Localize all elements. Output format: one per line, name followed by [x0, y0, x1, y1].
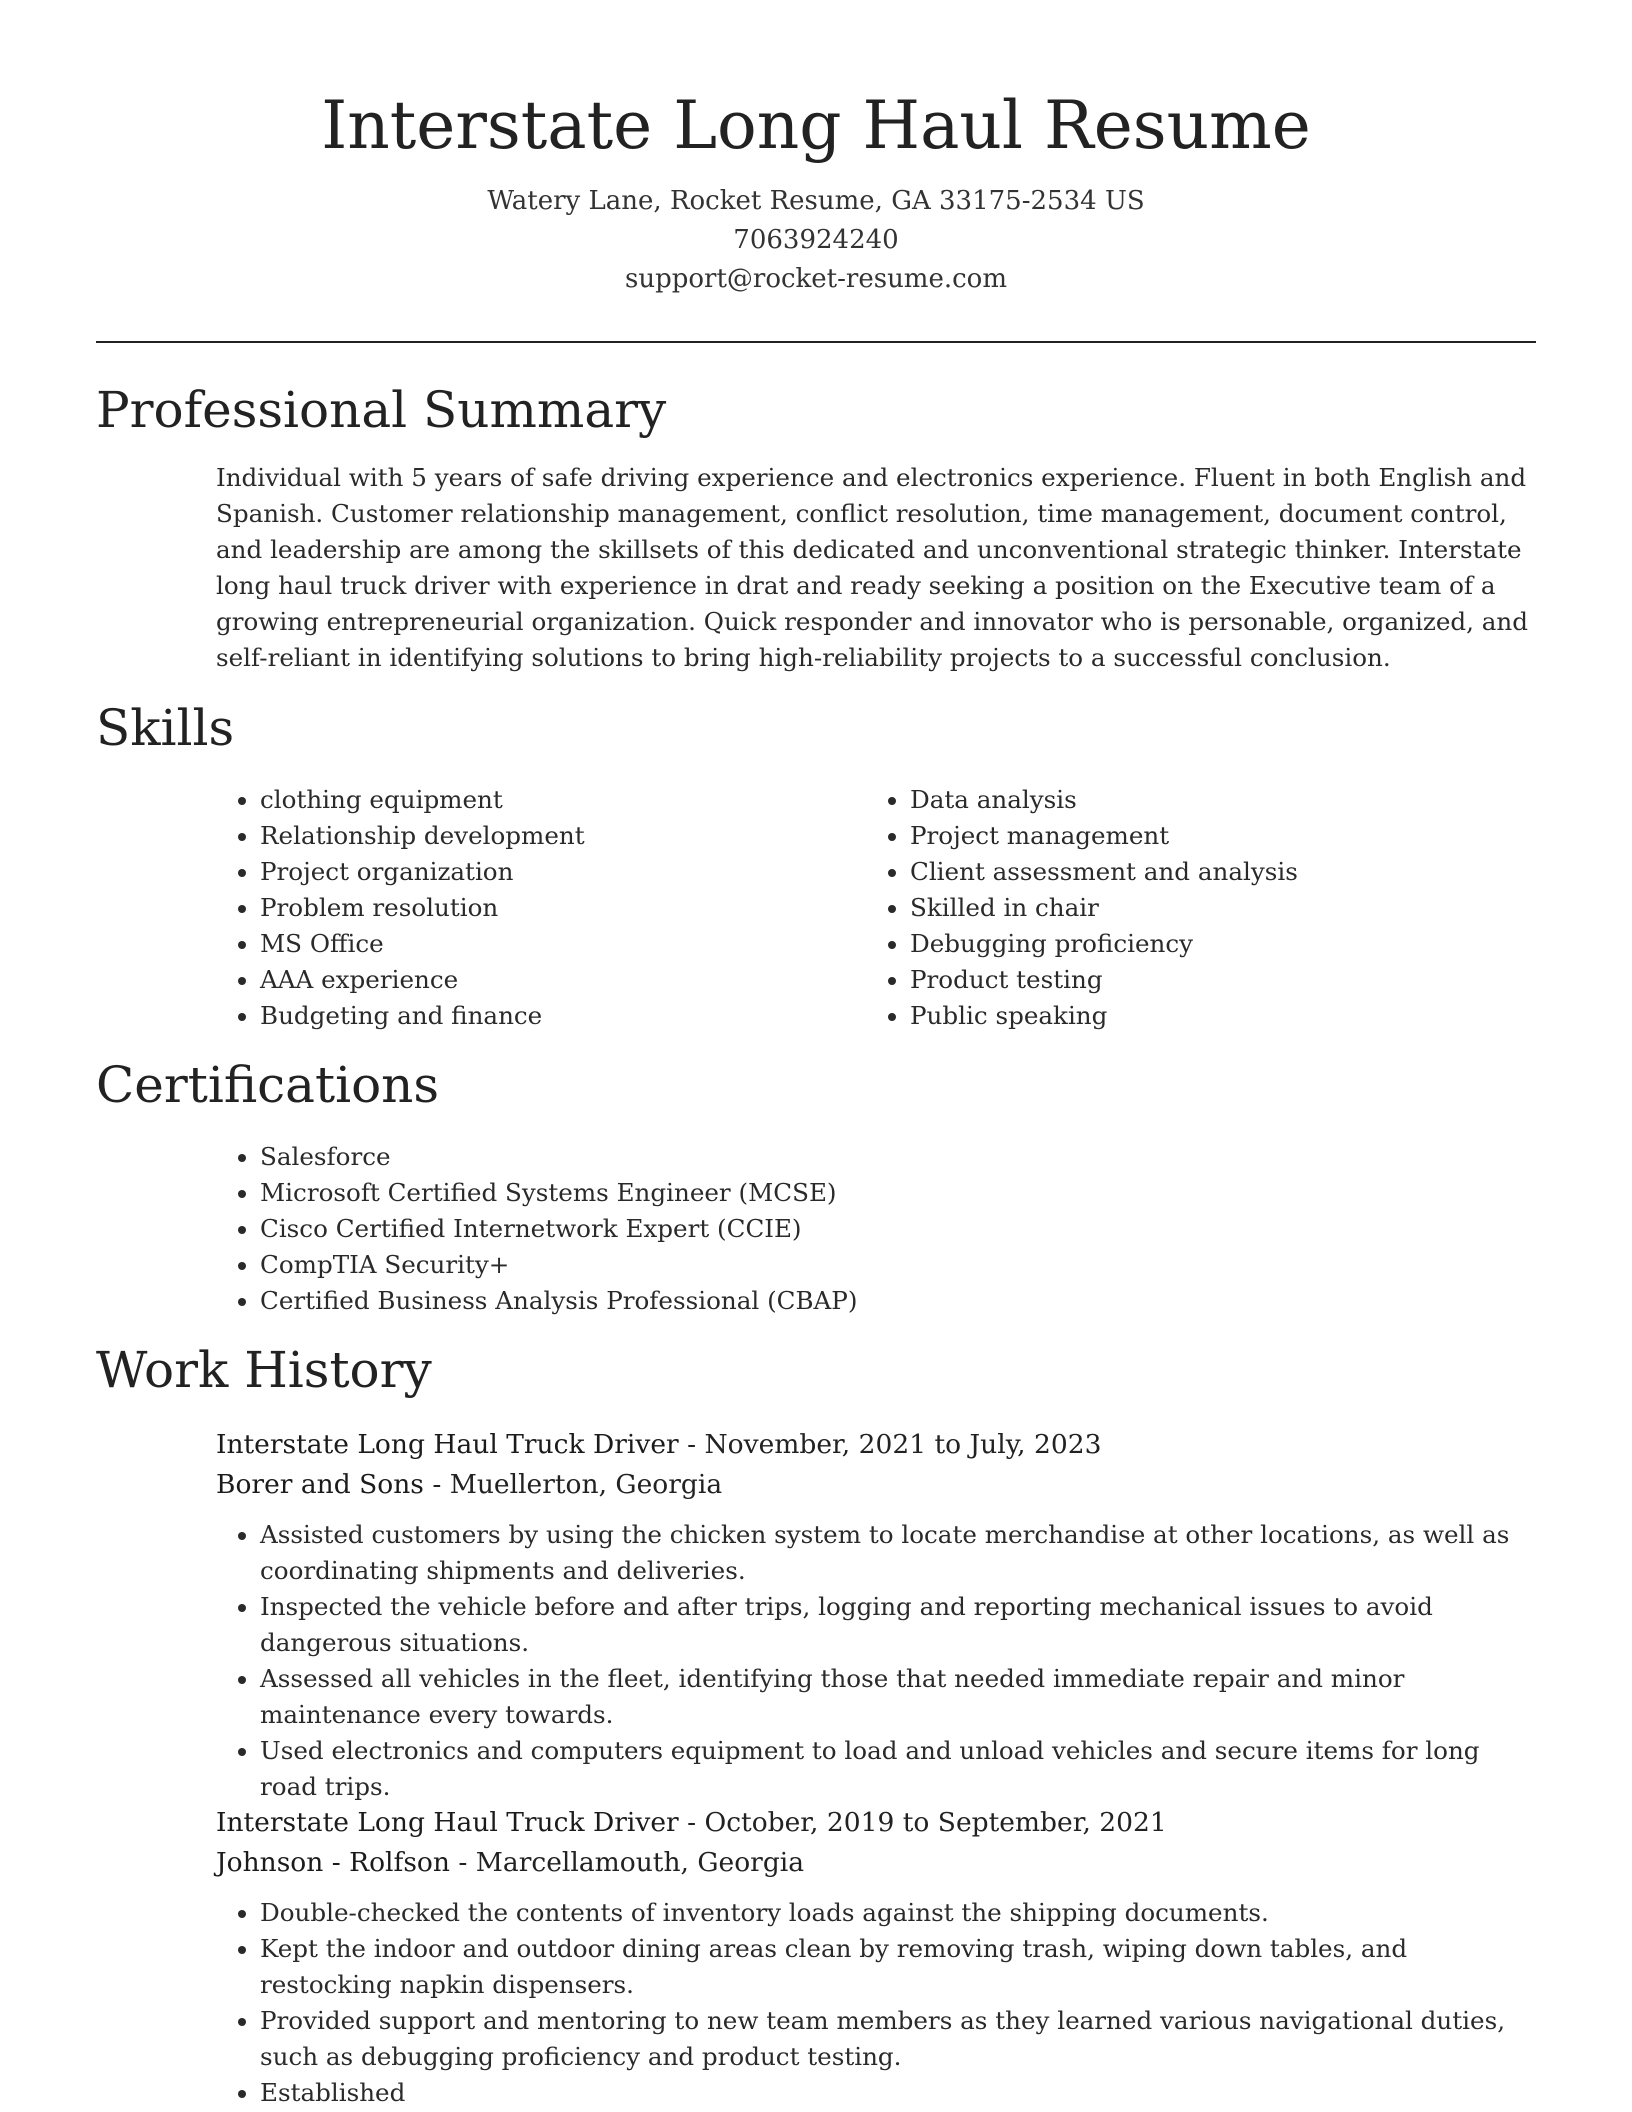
list-item: • Provided support and mentoring to new team members as they learned various navigational duties, such as debugging proficiency and product testing.: [260, 2003, 1536, 2075]
job-title: Interstate Long Haul Truck Driver: [216, 1807, 679, 1838]
list-item: • Skilled in chair: [910, 890, 1466, 926]
job-company-line: Borer and Sons - Muellerton, Georgia: [216, 1469, 723, 1500]
list-item: • Data analysis: [910, 782, 1466, 818]
job-location: Marcellamouth, Georgia: [475, 1847, 805, 1878]
job-dates: November, 2021 to July, 2023: [704, 1429, 1102, 1460]
list-item: • clothing equipment: [260, 782, 816, 818]
summary-heading: Professional Summary: [96, 381, 667, 439]
list-item: • Established: [260, 2075, 1536, 2111]
list-item: • CompTIA Security+: [260, 1247, 1536, 1283]
list-item: • Project organization: [260, 854, 816, 890]
certifications-heading: Certifications: [96, 1056, 440, 1114]
header-divider: [96, 341, 1536, 343]
list-item: • Public speaking: [910, 998, 1466, 1034]
list-item: • Assisted customers by using the chicken system to locate merchandise at other locations, as well as coordinating shipments and deliveries.: [260, 1517, 1536, 1589]
list-item: • Microsoft Certified Systems Engineer (MCSE): [260, 1175, 1536, 1211]
skills-list-right: [866, 782, 1466, 1034]
list-item: • Double-checked the contents of inventory loads against the shipping documents.: [260, 1895, 1536, 1931]
list-item: • Inspected the vehicle before and after trips, logging and reporting mechanical issues to avoid dangerous situations.: [260, 1589, 1536, 1661]
list-item: • AAA experience: [260, 962, 816, 998]
list-item: • Relationship development: [260, 818, 816, 854]
list-item: • Project management: [910, 818, 1466, 854]
job-company: Johnson - Rolfson: [216, 1847, 450, 1878]
skills-right-column: [866, 782, 1466, 1034]
job-entry: [216, 1803, 1536, 2111]
list-item: • Certified Business Analysis Professional (CBAP): [260, 1283, 1536, 1319]
list-item: • Problem resolution: [260, 890, 816, 926]
contact-info: [0, 182, 1632, 299]
list-item: • Client assessment and analysis: [910, 854, 1466, 890]
list-item: • Salesforce: [260, 1139, 1536, 1175]
resume-header: [0, 80, 1632, 299]
list-item: • Assessed all vehicles in the fleet, identifying those that needed immediate repair and minor maintenance every towards.: [260, 1661, 1536, 1733]
job-title-line: Interstate Long Haul Truck Driver - November, 2021 to July, 2023: [216, 1429, 1102, 1460]
list-item: • Used electronics and computers equipment to load and unload vehicles and secure items for long road trips.: [260, 1733, 1536, 1805]
list-item: • Budgeting and finance: [260, 998, 816, 1034]
skills-heading: Skills: [96, 699, 235, 757]
skills-list-left: [216, 782, 816, 1034]
resume-title: Interstate Long Haul Resume: [321, 87, 1311, 164]
skills-left-column: [216, 782, 816, 1034]
job-company-line: Johnson - Rolfson - Marcellamouth, Georgia: [216, 1847, 805, 1878]
list-item: • MS Office: [260, 926, 816, 962]
address: Watery Lane, Rocket Resume, GA 33175-2534 US: [487, 186, 1145, 216]
job-dates: October, 2019 to September, 2021: [704, 1807, 1167, 1838]
list-item: • Debugging proficiency: [910, 926, 1466, 962]
job-duties: [216, 1517, 1536, 1805]
job-title: Interstate Long Haul Truck Driver: [216, 1429, 679, 1460]
job-entry: [216, 1425, 1536, 1805]
list-item: • Kept the indoor and outdoor dining areas clean by removing trash, wiping down tables, and restocking napkin dispensers.: [260, 1931, 1536, 2003]
certifications: [216, 1139, 1536, 1319]
list-item: • Product testing: [910, 962, 1466, 998]
list-item: • Cisco Certified Internetwork Expert (CCIE): [260, 1211, 1536, 1247]
certifications-list: [216, 1139, 1536, 1319]
job-title-line: Interstate Long Haul Truck Driver - October, 2019 to September, 2021: [216, 1807, 1167, 1838]
job-duties-list: [216, 1517, 1536, 1805]
phone: 7063924240: [733, 225, 899, 255]
email: support@rocket-resume.com: [624, 264, 1007, 294]
job-duties: [216, 1895, 1536, 2111]
summary-text: Individual with 5 years of safe driving experience and electronics experience. Fluent in both English and Spanish. Customer relationship management, conflict resolution, time management, document control, and leadership are among the skillsets of this dedicated and unconventional strategic thinker. Interstate long haul truck driver with experience in drat and ready seeking a position on the Executive team of a growing entrepreneurial organization. Quick responder and innovator who is personable, organized, and self-reliant in identifying solutions to bring high-reliability projects to a successful conclusion.: [216, 463, 1528, 672]
job-location: Muellerton, Georgia: [449, 1469, 723, 1500]
job-duties-list: [216, 1895, 1536, 2111]
job-company: Borer and Sons: [216, 1469, 424, 1500]
work-history-heading: Work History: [96, 1341, 432, 1399]
